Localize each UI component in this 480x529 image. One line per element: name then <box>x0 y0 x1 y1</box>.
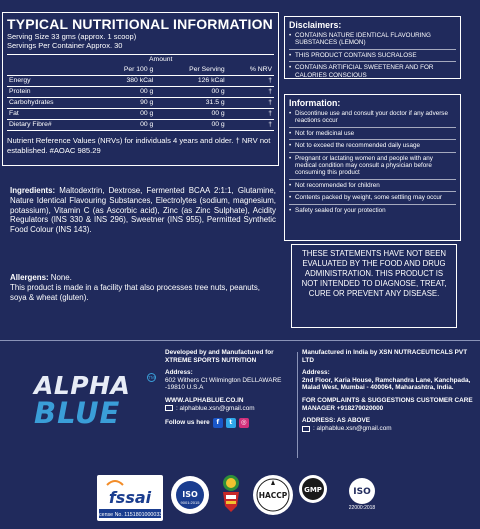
marketer-email[interactable]: : alphablue.xsn@gmail.com <box>176 404 255 412</box>
table-row: Carbohydrates 90 g 31.5 g † <box>7 98 274 109</box>
section-divider <box>0 340 480 341</box>
mail-icon <box>302 426 310 432</box>
haccp-icon <box>252 474 294 516</box>
emblem-icon <box>217 472 245 518</box>
logo-alpha-text: ALPHA <box>34 371 131 400</box>
iso-9001-badge <box>170 475 210 515</box>
list-item: • Safety sealed for your protection <box>289 207 456 214</box>
marketer-heading: Developed by and Manufactured for XTREME SPORTS NUTRITION <box>165 349 274 364</box>
manufacturer-heading: Manufactured in India by XSN NUTRACEUTICALS PVT LTD <box>302 349 468 364</box>
allergens-text: This product is made in a facility that also processes tree nuts, peanuts, soya & wheat (gluten). <box>10 282 260 302</box>
brand-logo <box>34 373 154 433</box>
allergens-label: Allergens: <box>10 273 49 282</box>
col-perserving: Per Serving <box>189 66 225 73</box>
servings-per-container: Servings Per Container Approx. 30 <box>7 41 123 50</box>
marketer-address: 602 Withers Ct Wilmington DELLAWARE -19810 U.S.A <box>165 376 282 392</box>
marketer-info <box>165 349 293 428</box>
list-item: • Not for medicinal use <box>289 130 456 140</box>
haccp-text: HACCP <box>258 491 288 500</box>
trademark-icon: TM <box>148 375 155 380</box>
serving-size: Serving Size 33 gms (approx. 1 scoop) <box>7 32 137 41</box>
haccp-badge <box>252 474 294 516</box>
logo-blue-text: BLUE <box>34 396 121 430</box>
ingredients-label: Ingredients: <box>10 186 56 195</box>
table-row: Protein 00 g 00 g † <box>7 87 274 98</box>
disclaimers-panel <box>284 16 461 79</box>
complaints-line: FOR COMPLAINTS & SUGGESTIONS CUSTOMER CARE MANAGER +918279020000 <box>302 396 473 412</box>
list-item: • CONTAINS NATURE IDENTICAL FLAVOURING SUBSTANCES (LEMON) <box>289 32 456 50</box>
list-item: • Not to exceed the recommended daily usage <box>289 142 456 152</box>
list-item: • THIS PRODUCT CONTAINS SUCRALOSE <box>289 52 456 62</box>
amount-header: Amount <box>95 55 227 66</box>
fda-statement: THESE STATEMENTS HAVE NOT BEEN EVALUATED BY THE FOOD AND DRUG ADMINISTRATION. THIS PRODUCT IS NOT INTENDED TO DIAGNOSE, TREAT, CURE OR PREVENT ANY DISEASE. <box>291 244 457 328</box>
mail-icon <box>165 405 173 411</box>
list-item: • CONTAINS ARTIFICIAL SWEETENER AND FOR CALORIES CONSCIOUS <box>289 64 456 79</box>
iso2-sub: 22000:2018 <box>348 505 376 510</box>
manufacturer-email[interactable]: : alphablue.xsn@gmail.com <box>313 424 392 432</box>
follow-label: Follow us here <box>165 419 210 427</box>
allergens-value: None. <box>50 273 72 282</box>
facebook-icon[interactable]: f <box>213 418 223 428</box>
table-row: Fat 00 g 00 g † <box>7 109 274 120</box>
nutrition-panel <box>2 12 279 166</box>
list-item: • Not recommended for children <box>289 182 456 192</box>
ingredients-block <box>10 186 276 235</box>
iso-22000-badge <box>340 476 384 510</box>
ingredients-text: Maltodextrin, Dextrose, Fermented BCAA 2:1:1, Glutamine, Nature Identical Flavouring Substances, Electrolytes (sodium, magnesium, potassium), Vitamin C (as Ascorbic acid), Zinc (as Zinc Sulphate), Acidity Regulators (INS 330 & INS 296), Sweetner (INS 955), Permitted Synthetic Food Colour (INS 143). <box>10 186 276 235</box>
gmp-icon <box>298 474 328 504</box>
iso-certified-icon <box>170 475 210 515</box>
col-nrv: % NRV <box>249 66 272 73</box>
iso2-text: ISO <box>353 487 371 497</box>
list-item: • Contents packed by weight, some settling may occur <box>289 194 456 204</box>
fssai-text: fssai <box>108 488 152 507</box>
table-row: Energy 380 kCal 126 kCal † <box>7 76 274 87</box>
manufacturer-address-label: Address: <box>302 369 330 377</box>
vertical-divider <box>297 352 298 458</box>
information-list <box>289 110 456 214</box>
instagram-icon[interactable]: ◎ <box>239 418 249 428</box>
manufacturer-info <box>302 349 474 432</box>
address-same: ADDRESS: AS ABOVE <box>302 417 371 425</box>
fssai-logo-icon <box>97 475 163 521</box>
twitter-icon[interactable]: t <box>226 418 236 428</box>
gmp-text: GMP <box>304 486 322 494</box>
disclaimers-list <box>289 32 456 79</box>
information-panel <box>284 94 461 241</box>
disclaimers-title: Disclaimers: <box>289 20 342 30</box>
iso-text: ISO <box>182 490 198 499</box>
nutrition-title: TYPICAL NUTRITIONAL INFORMATION <box>7 16 273 32</box>
fssai-license: License No. 11518010000339 <box>97 512 163 518</box>
manufacturer-address: 2nd Floor, Karia House, Ramchandra Lane, Kanchpada, Malad West, Mumbai - 400064, Maharashtra, India. <box>302 376 471 392</box>
allergens-block <box>10 273 276 302</box>
iso-sub: 9001:2015 <box>180 500 200 505</box>
table-row: Dietary Fibre# 00 g 00 g † <box>7 120 274 131</box>
marketer-address-label: Address: <box>165 369 193 377</box>
fssai-badge <box>97 475 163 521</box>
information-title: Information: <box>289 98 341 108</box>
website-link[interactable]: WWW.ALPHABLUE.CO.IN <box>165 396 244 404</box>
gmp-badge <box>298 474 328 504</box>
list-item: • Pregnant or lactating women and people with any medical condition may consult a physician before consuming this product <box>289 155 456 180</box>
iso-globe-icon <box>340 476 384 510</box>
government-emblem <box>217 472 245 518</box>
nutrition-table <box>7 54 274 131</box>
list-item: • Discontinue use and consult your doctor if any adverse reactions occur <box>289 110 456 128</box>
col-per100: Per 100 g <box>123 66 154 73</box>
nrv-note: Nutrient Reference Values (NRVs) for individuals 4 years and older. † NRV not established. #AOAC 985.29 <box>7 136 271 155</box>
social-row <box>165 418 293 428</box>
certification-badges <box>0 466 480 529</box>
